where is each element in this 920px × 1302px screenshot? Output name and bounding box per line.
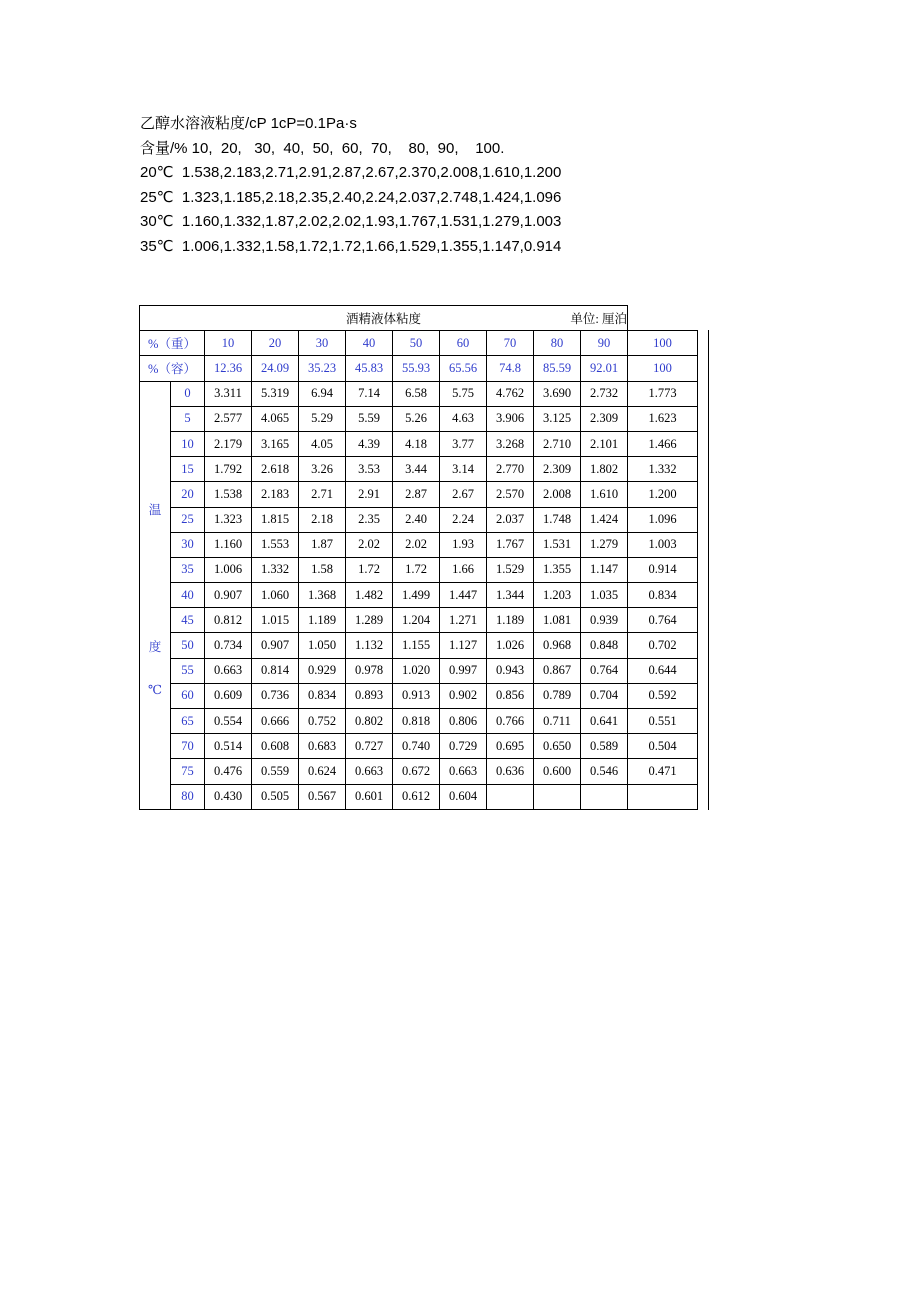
viscosity-cell: 1.271 — [440, 608, 487, 633]
table-row — [140, 709, 698, 734]
viscosity-cell: 0.559 — [252, 759, 299, 784]
viscosity-cell: 1.127 — [440, 633, 487, 658]
table-title: 酒精液体粘度 — [345, 312, 421, 327]
viscosity-cell: 4.18 — [393, 431, 440, 456]
temperature-cell: 45 — [171, 608, 205, 633]
temperature-cell: 60 — [171, 683, 205, 708]
viscosity-cell: 0.848 — [581, 633, 628, 658]
viscosity-cell: 3.311 — [205, 381, 252, 406]
viscosity-cell: 2.037 — [487, 507, 534, 532]
viscosity-cell: 4.05 — [299, 431, 346, 456]
viscosity-cell: 0.978 — [346, 658, 393, 683]
volume-percent-header: 35.23 — [299, 356, 346, 381]
table-title-row — [140, 306, 698, 331]
viscosity-cell: 0.907 — [252, 633, 299, 658]
table-row — [140, 457, 698, 482]
viscosity-cell: 1.035 — [581, 583, 628, 608]
viscosity-cell: 7.14 — [346, 381, 393, 406]
table-title-cell — [140, 306, 628, 331]
viscosity-cell: 0.867 — [534, 658, 581, 683]
table-row — [140, 381, 698, 406]
viscosity-cell: 3.125 — [534, 406, 581, 431]
viscosity-cell: 0.608 — [252, 734, 299, 759]
viscosity-cell: 2.71 — [299, 482, 346, 507]
table-row — [140, 507, 698, 532]
viscosity-cell: 4.065 — [252, 406, 299, 431]
temperature-cell: 55 — [171, 658, 205, 683]
viscosity-cell: 0.683 — [299, 734, 346, 759]
volume-percent-header: 85.59 — [534, 356, 581, 381]
viscosity-cell: 1.203 — [534, 583, 581, 608]
table-unit: 单位: 厘泊 — [570, 312, 627, 327]
weight-percent-header: 90 — [581, 331, 628, 356]
temperature-cell: 10 — [171, 431, 205, 456]
viscosity-cell: 3.44 — [393, 457, 440, 482]
temperature-cell: 50 — [171, 633, 205, 658]
viscosity-cell: 0.702 — [628, 633, 698, 658]
volume-percent-header: 65.56 — [440, 356, 487, 381]
viscosity-cell: 2.618 — [252, 457, 299, 482]
table-row — [140, 583, 698, 608]
viscosity-cell: 0.802 — [346, 709, 393, 734]
viscosity-cell: 3.268 — [487, 431, 534, 456]
viscosity-cell: 1.332 — [252, 557, 299, 582]
intro-content-line: 含量/% 10, 20, 30, 40, 50, 60, 70, 80, 90, 100. — [140, 139, 505, 157]
viscosity-cell: 4.762 — [487, 381, 534, 406]
viscosity-cell: 2.732 — [581, 381, 628, 406]
viscosity-cell: 0.546 — [581, 759, 628, 784]
table-row — [140, 633, 698, 658]
viscosity-cell: 1.026 — [487, 633, 534, 658]
temperature-cell: 70 — [171, 734, 205, 759]
intro-30c-line: 30℃ 1.160,1.332,1.87,2.02,2.02,1.93,1.767,1.531,1.279,1.003 — [140, 213, 562, 230]
viscosity-cell: 0.567 — [299, 784, 346, 809]
viscosity-cell: 1.482 — [346, 583, 393, 608]
viscosity-cell: 6.58 — [393, 381, 440, 406]
viscosity-cell: 0.968 — [534, 633, 581, 658]
table-right-border — [708, 330, 709, 810]
table-row — [140, 482, 698, 507]
viscosity-cell: 1.204 — [393, 608, 440, 633]
viscosity-cell: 1.050 — [299, 633, 346, 658]
table-row — [140, 759, 698, 784]
viscosity-cell: 3.26 — [299, 457, 346, 482]
viscosity-cell: 0.929 — [299, 658, 346, 683]
temperature-cell: 5 — [171, 406, 205, 431]
viscosity-cell: 0.650 — [534, 734, 581, 759]
viscosity-cell: 0.624 — [299, 759, 346, 784]
viscosity-cell: 0.695 — [487, 734, 534, 759]
viscosity-cell: 2.40 — [393, 507, 440, 532]
viscosity-cell: 0.907 — [205, 583, 252, 608]
viscosity-cell: 2.35 — [346, 507, 393, 532]
viscosity-cell: 0.943 — [487, 658, 534, 683]
volume-percent-label: %（容） — [140, 356, 205, 381]
viscosity-cell: 0.818 — [393, 709, 440, 734]
viscosity-cell: 0.740 — [393, 734, 440, 759]
viscosity-cell: 1.279 — [581, 532, 628, 557]
viscosity-cell: 0.601 — [346, 784, 393, 809]
viscosity-cell: 3.77 — [440, 431, 487, 456]
temperature-cell: 15 — [171, 457, 205, 482]
viscosity-cell: 1.060 — [252, 583, 299, 608]
viscosity-cell: 1.72 — [346, 557, 393, 582]
viscosity-cell: 2.710 — [534, 431, 581, 456]
table-row — [140, 532, 698, 557]
viscosity-cell: 0.471 — [628, 759, 698, 784]
viscosity-cell: 0.554 — [205, 709, 252, 734]
viscosity-cell: 0.514 — [205, 734, 252, 759]
temperature-axis-label: 温 — [148, 502, 162, 517]
weight-percent-header: 70 — [487, 331, 534, 356]
temperature-cell: 25 — [171, 507, 205, 532]
viscosity-cell: 1.87 — [299, 532, 346, 557]
viscosity-cell: 3.14 — [440, 457, 487, 482]
viscosity-cell: 0.592 — [628, 683, 698, 708]
volume-percent-header: 74.8 — [487, 356, 534, 381]
viscosity-cell: 0.505 — [252, 784, 299, 809]
viscosity-cell: 0.834 — [628, 583, 698, 608]
viscosity-cell: 2.577 — [205, 406, 252, 431]
viscosity-cell: 1.160 — [205, 532, 252, 557]
viscosity-cell — [628, 784, 698, 809]
viscosity-cell: 0.641 — [581, 709, 628, 734]
viscosity-cell: 5.29 — [299, 406, 346, 431]
viscosity-cell — [581, 784, 628, 809]
viscosity-cell: 1.466 — [628, 431, 698, 456]
viscosity-cell — [534, 784, 581, 809]
viscosity-cell: 4.63 — [440, 406, 487, 431]
viscosity-cell: 0.812 — [205, 608, 252, 633]
volume-percent-header: 100 — [628, 356, 698, 381]
viscosity-cell: 1.015 — [252, 608, 299, 633]
viscosity-cell: 1.081 — [534, 608, 581, 633]
viscosity-cell: 0.789 — [534, 683, 581, 708]
viscosity-cell: 0.902 — [440, 683, 487, 708]
viscosity-cell: 1.72 — [393, 557, 440, 582]
viscosity-cell: 2.183 — [252, 482, 299, 507]
viscosity-cell: 1.289 — [346, 608, 393, 633]
viscosity-cell: 2.02 — [393, 532, 440, 557]
viscosity-cell: 0.666 — [252, 709, 299, 734]
viscosity-cell: 0.663 — [205, 658, 252, 683]
viscosity-cell: 1.792 — [205, 457, 252, 482]
viscosity-cell: 0.672 — [393, 759, 440, 784]
viscosity-cell: 0.766 — [487, 709, 534, 734]
weight-percent-header: 100 — [628, 331, 698, 356]
viscosity-cell: 1.344 — [487, 583, 534, 608]
temperature-cell: 0 — [171, 381, 205, 406]
volume-percent-header: 24.09 — [252, 356, 299, 381]
temperature-axis-cell — [140, 381, 171, 809]
viscosity-cell: 2.67 — [440, 482, 487, 507]
viscosity-cell: 1.368 — [299, 583, 346, 608]
viscosity-cell: 1.332 — [628, 457, 698, 482]
viscosity-cell: 2.101 — [581, 431, 628, 456]
viscosity-cell: 2.770 — [487, 457, 534, 482]
intro-35c-line: 35℃ 1.006,1.332,1.58,1.72,1.72,1.66,1.529,1.355,1.147,0.914 — [140, 237, 562, 255]
viscosity-cell: 0.609 — [205, 683, 252, 708]
viscosity-cell: 2.008 — [534, 482, 581, 507]
intro-25c-line: 25℃ 1.323,1.185,2.18,2.35,2.40,2.24,2.037,2.748,1.424,1.096 — [140, 188, 562, 206]
viscosity-cell: 6.94 — [299, 381, 346, 406]
viscosity-cell: 1.767 — [487, 532, 534, 557]
viscosity-cell: 1.355 — [534, 557, 581, 582]
viscosity-cell: 0.644 — [628, 658, 698, 683]
viscosity-cell: 2.02 — [346, 532, 393, 557]
viscosity-cell: 1.66 — [440, 557, 487, 582]
temperature-cell: 30 — [171, 532, 205, 557]
weight-percent-header: 30 — [299, 331, 346, 356]
viscosity-cell: 2.18 — [299, 507, 346, 532]
weight-percent-header: 50 — [393, 331, 440, 356]
table-row — [140, 683, 698, 708]
weight-percent-header: 20 — [252, 331, 299, 356]
table-row — [140, 557, 698, 582]
viscosity-cell: 0.636 — [487, 759, 534, 784]
viscosity-cell: 0.736 — [252, 683, 299, 708]
viscosity-cell: 5.319 — [252, 381, 299, 406]
viscosity-cell: 0.764 — [628, 608, 698, 633]
viscosity-cell: 1.155 — [393, 633, 440, 658]
viscosity-cell: 1.003 — [628, 532, 698, 557]
viscosity-cell: 1.815 — [252, 507, 299, 532]
weight-percent-header: 60 — [440, 331, 487, 356]
table-row — [140, 406, 698, 431]
viscosity-cell: 5.75 — [440, 381, 487, 406]
viscosity-cell: 1.096 — [628, 507, 698, 532]
viscosity-cell: 1.748 — [534, 507, 581, 532]
viscosity-cell: 1.529 — [487, 557, 534, 582]
viscosity-cell: 3.53 — [346, 457, 393, 482]
viscosity-cell: 0.734 — [205, 633, 252, 658]
weight-percent-row — [140, 331, 698, 356]
viscosity-cell: 1.58 — [299, 557, 346, 582]
viscosity-cell: 0.704 — [581, 683, 628, 708]
volume-percent-header: 45.83 — [346, 356, 393, 381]
intro-title-line: 乙醇水溶液粘度/cP 1cP=0.1Pa·s — [140, 115, 357, 132]
viscosity-cell: 3.165 — [252, 431, 299, 456]
viscosity-cell: 0.476 — [205, 759, 252, 784]
viscosity-cell: 1.499 — [393, 583, 440, 608]
table-row — [140, 608, 698, 633]
weight-percent-header: 80 — [534, 331, 581, 356]
temperature-axis-label: 度 — [148, 639, 162, 654]
viscosity-cell: 0.504 — [628, 734, 698, 759]
viscosity-cell: 0.764 — [581, 658, 628, 683]
viscosity-cell: 2.309 — [534, 457, 581, 482]
viscosity-cell: 0.752 — [299, 709, 346, 734]
viscosity-cell: 2.91 — [346, 482, 393, 507]
viscosity-cell: 0.997 — [440, 658, 487, 683]
temperature-cell: 20 — [171, 482, 205, 507]
viscosity-cell: 2.179 — [205, 431, 252, 456]
viscosity-cell: 1.623 — [628, 406, 698, 431]
volume-percent-header: 92.01 — [581, 356, 628, 381]
table-row — [140, 784, 698, 809]
weight-percent-header: 10 — [205, 331, 252, 356]
viscosity-cell: 1.189 — [487, 608, 534, 633]
volume-percent-header: 12.36 — [205, 356, 252, 381]
viscosity-cell: 1.802 — [581, 457, 628, 482]
viscosity-cell: 4.39 — [346, 431, 393, 456]
viscosity-cell: 0.834 — [299, 683, 346, 708]
viscosity-cell: 2.24 — [440, 507, 487, 532]
viscosity-cell: 3.690 — [534, 381, 581, 406]
title-blank-cell — [628, 306, 698, 331]
viscosity-cell: 1.553 — [252, 532, 299, 557]
viscosity-cell: 1.189 — [299, 608, 346, 633]
intro-text-block — [140, 112, 561, 259]
viscosity-cell: 0.604 — [440, 784, 487, 809]
temperature-cell: 65 — [171, 709, 205, 734]
viscosity-cell: 1.200 — [628, 482, 698, 507]
viscosity-cell: 5.59 — [346, 406, 393, 431]
viscosity-cell: 0.729 — [440, 734, 487, 759]
temperature-axis-label: ℃ — [148, 682, 162, 697]
temperature-cell: 35 — [171, 557, 205, 582]
table-row — [140, 658, 698, 683]
viscosity-table — [139, 305, 698, 810]
viscosity-cell: 2.87 — [393, 482, 440, 507]
table-row — [140, 734, 698, 759]
volume-percent-row — [140, 356, 698, 381]
viscosity-cell: 1.132 — [346, 633, 393, 658]
viscosity-cell: 0.856 — [487, 683, 534, 708]
viscosity-cell: 1.531 — [534, 532, 581, 557]
viscosity-cell: 0.430 — [205, 784, 252, 809]
viscosity-cell: 1.323 — [205, 507, 252, 532]
viscosity-cell: 0.939 — [581, 608, 628, 633]
viscosity-cell: 1.93 — [440, 532, 487, 557]
viscosity-cell: 0.914 — [628, 557, 698, 582]
temperature-cell: 40 — [171, 583, 205, 608]
intro-20c-line: 20℃ 1.538,2.183,2.71,2.91,2.87,2.67,2.370,2.008,1.610,1.200 — [140, 164, 562, 181]
weight-percent-header: 40 — [346, 331, 393, 356]
viscosity-cell — [487, 784, 534, 809]
viscosity-cell: 2.309 — [581, 406, 628, 431]
viscosity-cell: 0.727 — [346, 734, 393, 759]
viscosity-cell: 0.600 — [534, 759, 581, 784]
viscosity-cell: 0.663 — [440, 759, 487, 784]
viscosity-cell: 1.447 — [440, 583, 487, 608]
viscosity-cell: 5.26 — [393, 406, 440, 431]
viscosity-cell: 0.806 — [440, 709, 487, 734]
viscosity-cell: 1.610 — [581, 482, 628, 507]
weight-percent-label: %（重） — [140, 331, 205, 356]
table-row — [140, 431, 698, 456]
viscosity-cell: 1.020 — [393, 658, 440, 683]
viscosity-cell: 0.913 — [393, 683, 440, 708]
temperature-cell: 75 — [171, 759, 205, 784]
viscosity-cell: 2.570 — [487, 482, 534, 507]
viscosity-cell: 0.551 — [628, 709, 698, 734]
viscosity-cell: 3.906 — [487, 406, 534, 431]
viscosity-cell: 1.147 — [581, 557, 628, 582]
viscosity-cell: 1.424 — [581, 507, 628, 532]
viscosity-cell: 0.711 — [534, 709, 581, 734]
viscosity-cell: 1.773 — [628, 381, 698, 406]
viscosity-cell: 1.006 — [205, 557, 252, 582]
viscosity-cell: 0.589 — [581, 734, 628, 759]
viscosity-cell: 0.612 — [393, 784, 440, 809]
viscosity-cell: 0.893 — [346, 683, 393, 708]
viscosity-cell: 0.814 — [252, 658, 299, 683]
temperature-cell: 80 — [171, 784, 205, 809]
volume-percent-header: 55.93 — [393, 356, 440, 381]
viscosity-cell: 1.538 — [205, 482, 252, 507]
viscosity-cell: 0.663 — [346, 759, 393, 784]
